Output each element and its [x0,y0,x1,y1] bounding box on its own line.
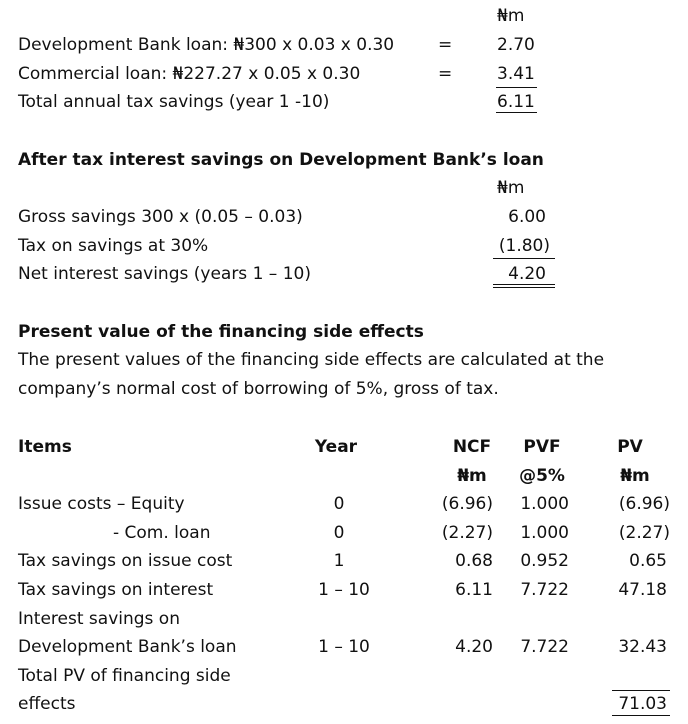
tax-savings-unit: ₦m [497,6,525,26]
table-row-pv: (2.27) [618,523,670,543]
table-row-pv: 47.18 [618,580,667,600]
table-row-pv: 0.65 [629,551,667,571]
header-items: Items [18,437,72,457]
gross-savings-label: Gross savings 300 x (0.05 – 0.03) [18,207,303,227]
tax-on-savings-label: Tax on savings at 30% [18,236,209,256]
header-pvf: PVF [523,437,561,457]
table-row-ncf: 4.20 [455,637,493,657]
table-row-pvf: 1.000 [520,523,569,543]
header-year: Year [314,437,358,457]
after-tax-heading: After tax interest savings on Development Bank’s loan [18,150,544,170]
table-row-item: Interest savings on [18,609,180,629]
table-row-pvf: 7.722 [520,580,569,600]
table-row-item: Development Bank’s loan [18,637,237,657]
total-underline [612,715,670,716]
double-underline-bottom [493,287,555,288]
total-top-rule [612,690,670,691]
table-row-pv: (6.96) [618,494,670,514]
subtotal-rule [493,258,555,259]
table-row-year: 0 [333,523,345,543]
table-row-year: 1 [333,551,345,571]
equals-sign: = [438,35,453,55]
subtotal-rule [496,87,537,88]
header-ncf-unit: ₦m [457,466,487,486]
table-row-ncf: 6.11 [455,580,493,600]
after-tax-unit: ₦m [497,178,525,198]
table-row-pvf: 1.000 [520,494,569,514]
total-tax-savings-label: Total annual tax savings (year 1 -10) [18,92,330,112]
present-value-paragraph-line-1: The present values of the financing side effects are calculated at the [18,350,605,370]
present-value-paragraph-line-2: company’s normal cost of borrowing of 5%, gross of tax. [18,379,499,399]
present-value-heading: Present value of the financing side effects [18,322,424,342]
table-row-pvf: 7.722 [520,637,569,657]
net-interest-savings-label: Net interest savings (years 1 – 10) [18,264,311,284]
commercial-loan-value: 3.41 [497,64,535,84]
table-row-pvf: 0.952 [520,551,569,571]
table-row-year: 1 – 10 [318,637,370,657]
dev-bank-loan-calc: Development Bank loan: ₦300 x 0.03 x 0.30 [18,35,395,55]
table-row-item: effects [18,694,76,714]
table-row-item: Tax savings on interest [18,580,214,600]
gross-savings-value: 6.00 [508,207,546,227]
header-pvf-rate: @5% [519,466,565,486]
header-pv: PV [617,437,643,457]
total-underline [496,112,537,113]
equals-sign: = [438,64,453,84]
net-interest-savings-value: 4.20 [508,264,546,284]
header-ncf: NCF [452,437,492,457]
table-row-item: - Com. loan [113,523,211,543]
table-row-item: Total PV of financing side [18,666,231,686]
double-underline-top [493,284,555,285]
table-row-ncf: 0.68 [455,551,493,571]
total-pv-value: 71.03 [618,694,667,714]
header-pv-unit: ₦m [620,466,650,486]
table-row-ncf: (2.27) [441,523,493,543]
table-row-item: Tax savings on issue cost [18,551,233,571]
table-row-pv: 32.43 [618,637,667,657]
table-row-item: Issue costs – Equity [18,494,185,514]
table-row-ncf: (6.96) [441,494,493,514]
total-tax-savings-value: 6.11 [497,92,535,112]
table-row-year: 0 [333,494,345,514]
commercial-loan-calc: Commercial loan: ₦227.27 x 0.05 x 0.30 [18,64,361,84]
table-row-year: 1 – 10 [318,580,370,600]
tax-on-savings-value: (1.80) [498,236,550,256]
dev-bank-loan-value: 2.70 [497,35,535,55]
